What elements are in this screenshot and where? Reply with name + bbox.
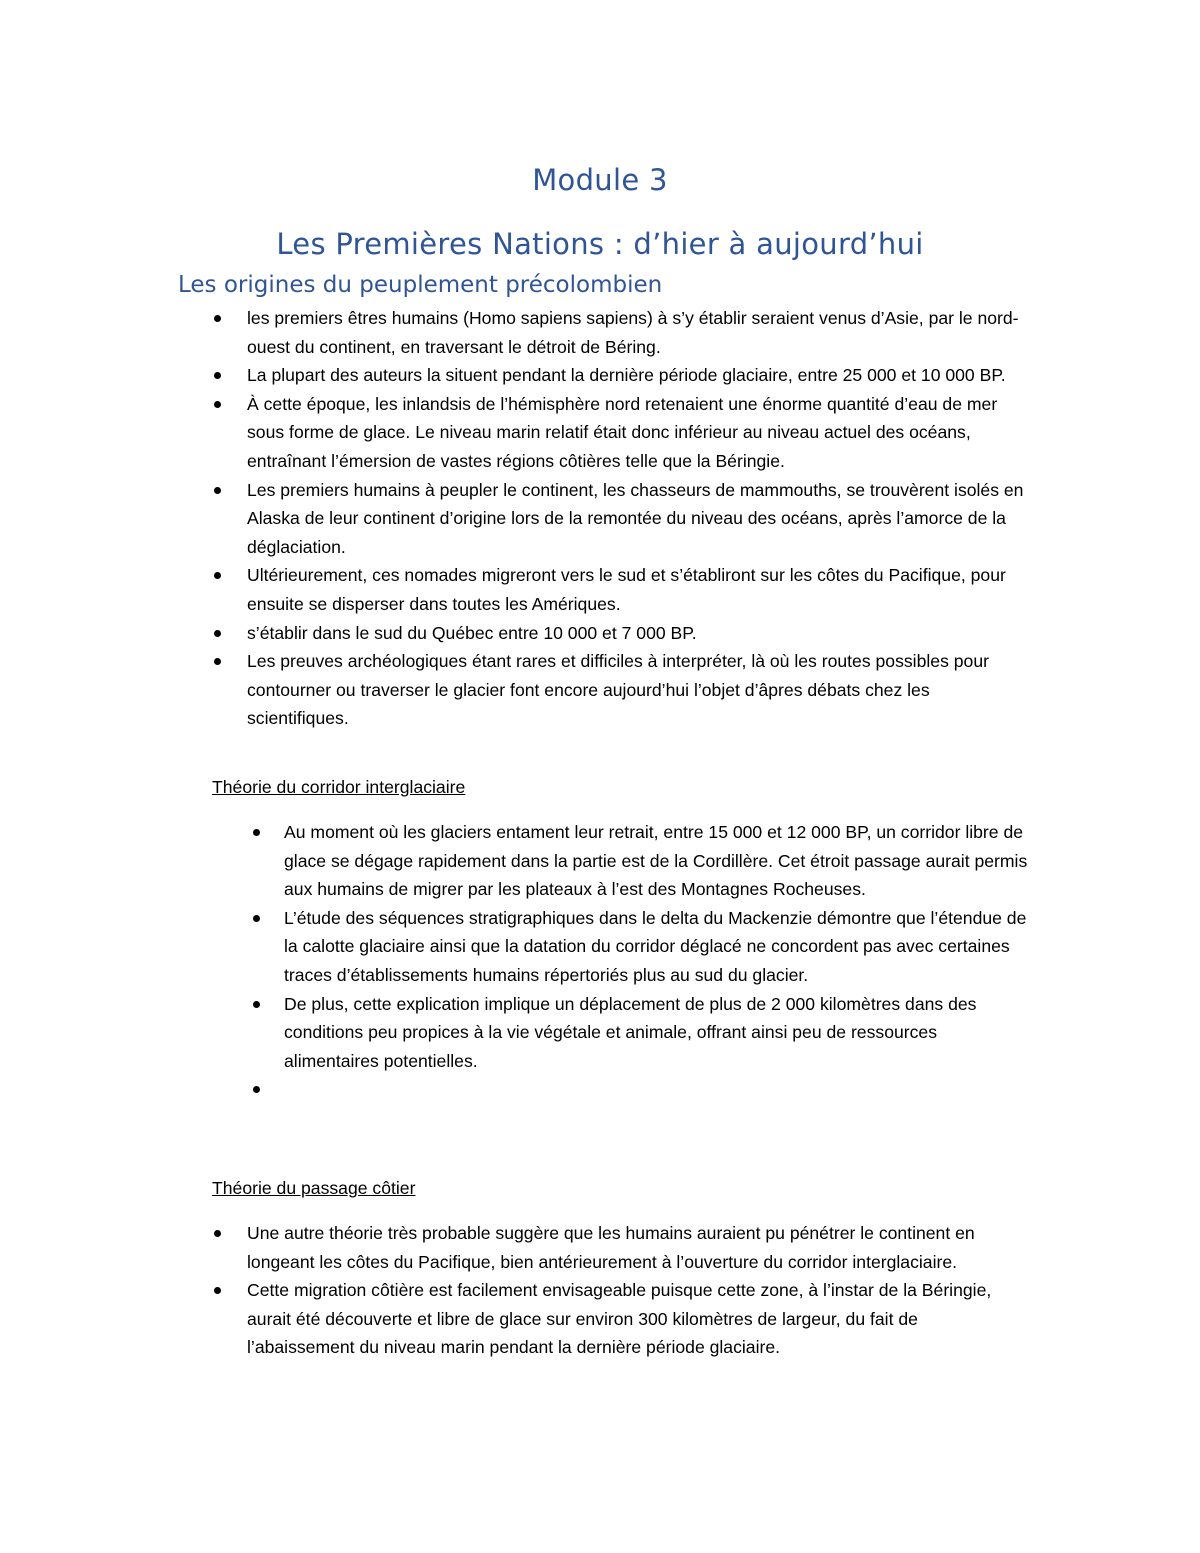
intro-bullet-list	[247, 304, 1027, 733]
list-item-text: Cette migration côtière est facilement envisageable puisque cette zone, à l’instar de la Béringie, aurait été découverte et libre de glace sur environ 300 kilomètres de largeur, du fait de l’abaissement du niveau marin pendant la dernière période glaciaire.	[247, 1280, 992, 1358]
bullet-icon	[253, 1001, 260, 1008]
bullet-icon	[214, 487, 221, 494]
list-item	[247, 647, 1027, 733]
list-item	[284, 818, 1034, 904]
bullet-icon	[214, 401, 221, 408]
list-item	[247, 619, 1027, 648]
list-item	[247, 390, 1027, 476]
bullet-icon	[214, 658, 221, 665]
bullet-icon	[253, 829, 260, 836]
module-title: Module 3	[532, 163, 668, 197]
list-item	[247, 1219, 1017, 1276]
list-item-text: De plus, cette explication implique un déplacement de plus de 2 000 kilomètres dans des conditions peu propices à la vie végétale et animale, offrant ainsi peu de ressources alimentaires potentielles.	[284, 993, 977, 1071]
bullet-icon	[214, 315, 221, 322]
corridor-theory-heading: Théorie du corridor interglaciaire	[212, 777, 466, 797]
bullet-icon	[253, 915, 260, 922]
list-item	[284, 990, 1034, 1076]
list-item	[247, 304, 1027, 361]
list-item	[247, 476, 1027, 562]
list-item-text: Au moment où les glaciers entament leur retrait, entre 15 000 et 12 000 BP, un corridor libre de glace se dégage rapidement dans la partie est de la Cordillère. Cet étroit passage aurait permis aux humains de migrer par les plateaux à l’est des Montagnes Rocheuses.	[284, 822, 1028, 900]
coastal-theory-heading: Théorie du passage côtier	[212, 1178, 416, 1198]
list-item	[247, 561, 1027, 618]
list-item-text: Les premiers humains à peupler le continent, les chasseurs de mammouths, se trouvèrent isolés en Alaska de leur continent d’origine lors de la remontée du niveau des océans, après l’amorce de la déglaciation.	[247, 479, 1024, 557]
bullet-icon	[214, 1287, 221, 1294]
list-item-text: Les preuves archéologiques étant rares et difficiles à interpréter, là où les routes possibles pour contourner ou traverser le glacier font encore aujourd’hui l’objet d’âpres débats chez les scientifiques.	[247, 651, 989, 729]
list-item-text: À cette époque, les inlandsis de l’hémisphère nord retenaient une énorme quantité d’eau de mer sous forme de glace. Le niveau marin relatif était donc inférieur au niveau actuel des océans, entraînant l’émersion de vastes régions côtières telle que la Béringie.	[247, 393, 998, 471]
list-item	[247, 1276, 1017, 1362]
bullet-icon	[214, 1230, 221, 1237]
coastal-bullet-list	[247, 1219, 1017, 1362]
list-item	[284, 904, 1034, 990]
empty-list-item	[284, 1075, 1034, 1104]
list-item-text: les premiers êtres humains (Homo sapiens sapiens) à s’y établir seraient venus d’Asie, par le nord-ouest du continent, en traversant le détroit de Béring.	[247, 308, 1019, 357]
list-item-text: La plupart des auteurs la situent pendant la dernière période glaciaire, entre 25 000 et 10 000 BP.	[247, 365, 1006, 386]
bullet-icon	[214, 572, 221, 579]
corridor-bullet-list	[284, 818, 1034, 1104]
bullet-icon	[214, 630, 221, 637]
bullet-icon	[253, 1086, 260, 1093]
section-heading: Les origines du peuplement précolombien	[178, 272, 663, 298]
list-item-text: Une autre théorie très probable suggère que les humains auraient pu pénétrer le continent en longeant les côtes du Pacifique, bien antérieurement à l’ouverture du corridor interglaciaire.	[247, 1223, 975, 1272]
list-item-text: L’étude des séquences stratigraphiques dans le delta du Mackenzie démontre que l’étendue de la calotte glaciaire ainsi que la datation du corridor déglacé ne concordent pas avec certaines traces d’établissements humains répertoriés plus au sud du glacier.	[284, 907, 1027, 985]
list-item-text: Ultérieurement, ces nomades migreront vers le sud et s’établiront sur les côtes du Pacifique, pour ensuite se disperser dans toutes les Amériques.	[247, 565, 1006, 614]
list-item	[247, 361, 1027, 390]
bullet-icon	[214, 372, 221, 379]
list-item-text: s’établir dans le sud du Québec entre 10 000 et 7 000 BP.	[247, 622, 697, 643]
document-subtitle: Les Premières Nations : d’hier à aujourd’hui	[276, 227, 924, 261]
